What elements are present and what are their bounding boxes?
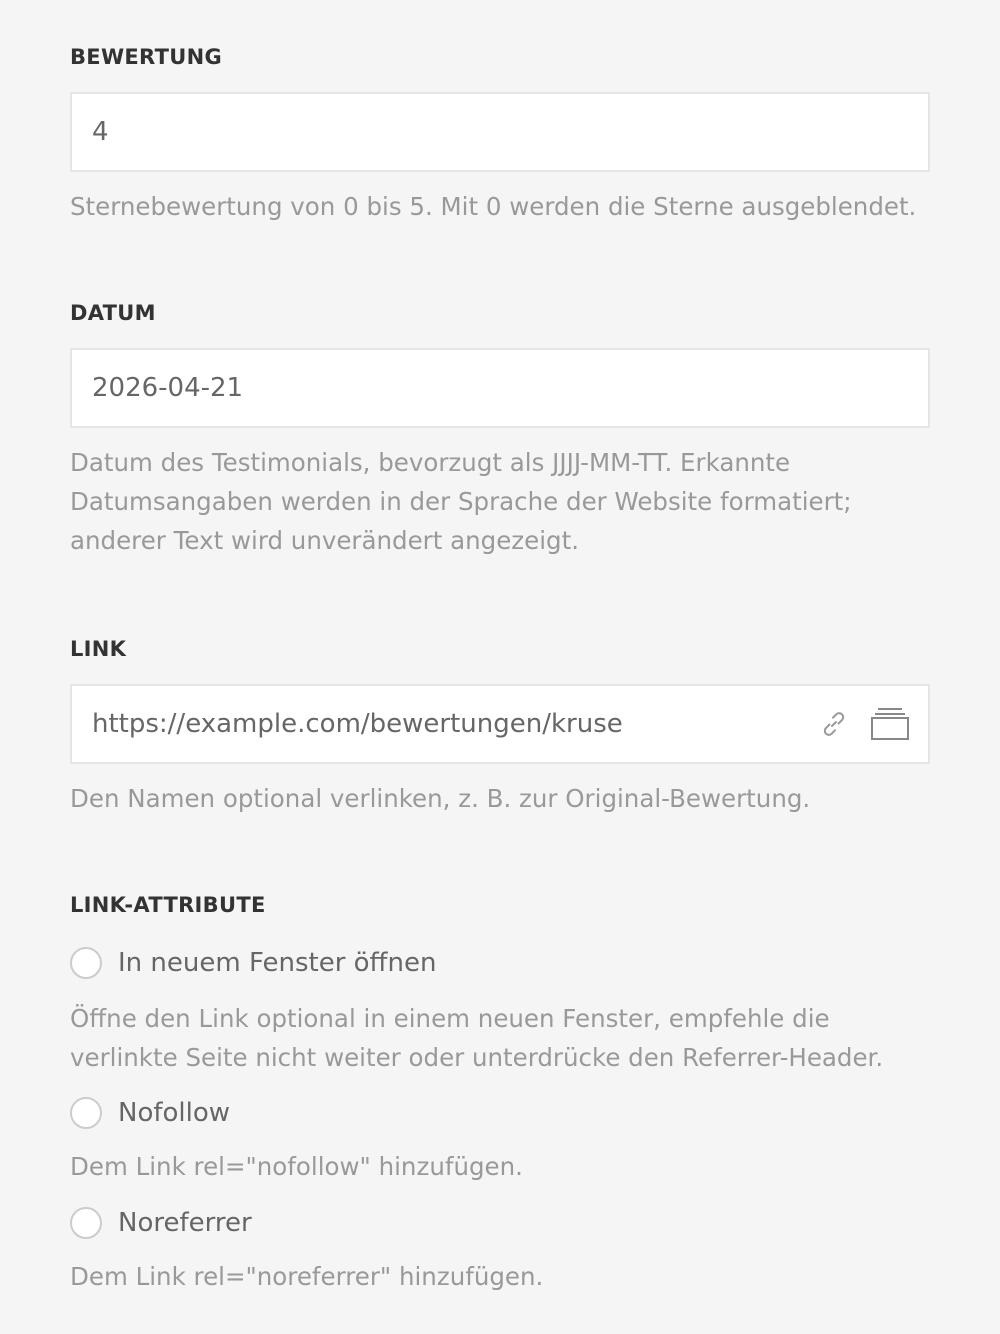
nofollow-help-text: Dem Link rel="nofollow" hinzufügen. [70,1152,523,1181]
noreferrer-checkbox[interactable] [70,1205,252,1241]
link-input[interactable] [70,684,930,764]
checkbox-label: In neuem Fenster öffnen [118,948,437,978]
content-picker-icon[interactable] [870,706,910,742]
checkbox-circle[interactable] [70,1097,102,1129]
open-in-new-window-checkbox[interactable] [70,945,436,981]
nofollow-checkbox[interactable] [70,1095,230,1131]
link-attributes-label: LINK-ATTRIBUTE [70,893,266,917]
checkbox-circle[interactable] [70,1207,102,1239]
date-label: DATUM [70,301,156,325]
rating-help-text: Sternebewertung von 0 bis 5. Mit 0 werden die Sterne ausgeblendet. [70,192,917,221]
rating-label: BEWERTUNG [70,45,222,69]
rating-input[interactable] [70,92,930,172]
date-help-text: Datum des Testimonials, bevorzugt als JJJJ-MM-TT. Erkannte Datumsangaben werden in der Sprache der Website formatiert; anderer Text wird unverändert angezeigt. [70,448,852,555]
link-help-text: Den Namen optional verlinken, z. B. zur Original-Bewertung. [70,784,811,813]
checkbox-label: Nofollow [118,1098,231,1128]
link-label: LINK [70,637,127,661]
checkbox-label: Noreferrer [118,1208,252,1238]
link-icon[interactable] [818,708,850,740]
date-input[interactable] [70,348,930,428]
checkbox-circle[interactable] [70,947,102,979]
noreferrer-help-text: Dem Link rel="noreferrer" hinzufügen. [70,1262,544,1291]
open-in-new-window-help-text: Öffne den Link optional in einem neuen Fenster, empfehle die verlinkte Seite nicht weiter oder unterdrücke den Referrer-Header. [70,1004,884,1072]
